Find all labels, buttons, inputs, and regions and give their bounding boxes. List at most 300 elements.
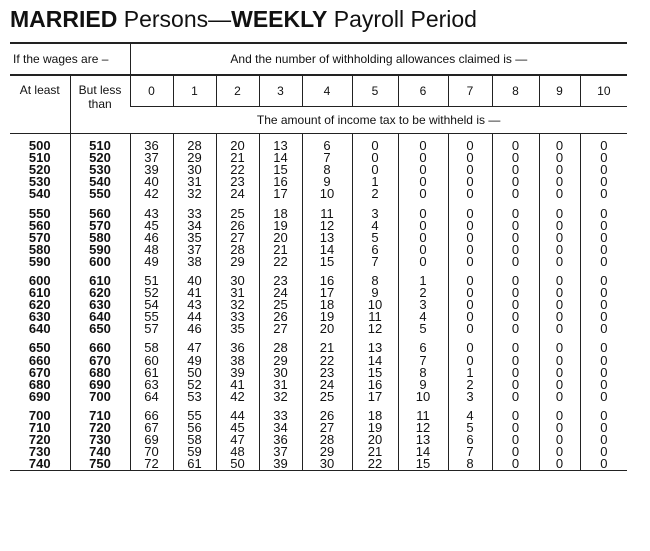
tax-cell: 0	[352, 140, 398, 152]
tax-cell: 0	[580, 446, 627, 458]
tax-cell: 22	[216, 164, 259, 176]
tax-cell: 0	[580, 299, 627, 311]
title-married: MARRIED	[10, 6, 118, 32]
tax-cell: 30	[216, 275, 259, 287]
header-row-allowances	[10, 75, 627, 107]
tax-cell: 11	[398, 410, 448, 422]
tax-cell: 21	[352, 446, 398, 458]
at-least-cell: 680	[28, 376, 51, 392]
tax-cell: 7	[302, 152, 352, 164]
at-least-cell: 740	[10, 458, 70, 471]
tax-cell: 0	[539, 207, 580, 219]
tax-cell: 0	[492, 188, 539, 200]
less-than-cell: 560	[70, 207, 130, 219]
at-least-header: At least	[10, 75, 70, 134]
less-than-cell: 690	[70, 379, 130, 391]
tax-cell: 0	[580, 287, 627, 299]
tax-cell: 0	[448, 299, 492, 311]
tax-cell: 0	[492, 434, 539, 446]
at-least-cell: 570	[28, 229, 51, 245]
tax-cell: 3	[352, 207, 398, 219]
tax-cell: 19	[302, 311, 352, 323]
tax-cell: 0	[492, 207, 539, 219]
at-least-cell: 710	[28, 420, 51, 436]
at-least-cell: 620	[28, 297, 51, 313]
tax-cell: 0	[492, 275, 539, 287]
table-row	[10, 323, 627, 335]
tax-cell: 67	[130, 422, 173, 434]
tax-cell: 55	[130, 311, 173, 323]
tax-cell: 15	[398, 458, 448, 471]
less-than-cell: 570	[70, 220, 130, 232]
less-than-cell: 670	[70, 355, 130, 367]
tax-cell: 0	[492, 379, 539, 391]
tax-cell: 13	[259, 140, 302, 152]
tax-cell: 41	[173, 287, 216, 299]
tax-cell: 36	[259, 434, 302, 446]
tax-cell: 0	[539, 355, 580, 367]
allowances-label: And the number of withholding allowances claimed is —	[130, 43, 627, 75]
tax-cell: 58	[130, 342, 173, 354]
tax-cell: 31	[216, 287, 259, 299]
tax-cell: 43	[173, 299, 216, 311]
tax-cell: 12	[302, 220, 352, 232]
tax-cell: 23	[216, 176, 259, 188]
tax-cell: 30	[259, 367, 302, 379]
tax-cell: 53	[173, 391, 216, 403]
tax-cell: 0	[539, 299, 580, 311]
tax-cell: 0	[580, 458, 627, 471]
tax-cell: 28	[216, 244, 259, 256]
at-least-cell: 560	[28, 217, 51, 233]
tax-cell: 52	[130, 287, 173, 299]
less-than-cell: 730	[70, 434, 130, 446]
tax-cell: 22	[302, 355, 352, 367]
tax-cell: 12	[398, 422, 448, 434]
tax-cell: 0	[448, 164, 492, 176]
tax-cell: 0	[492, 355, 539, 367]
tax-cell: 20	[352, 434, 398, 446]
less-than-cell: 680	[70, 367, 130, 379]
tax-cell: 44	[173, 311, 216, 323]
header-row-top	[10, 43, 627, 75]
tax-cell: 0	[492, 232, 539, 244]
tax-cell: 0	[539, 422, 580, 434]
tax-cell: 1	[352, 176, 398, 188]
at-least-cell: 670	[28, 364, 51, 380]
tax-cell: 46	[130, 232, 173, 244]
tax-cell: 0	[580, 207, 627, 219]
tax-cell: 0	[539, 323, 580, 335]
tax-cell: 21	[216, 152, 259, 164]
tax-cell: 41	[216, 379, 259, 391]
tax-cell: 0	[580, 391, 627, 403]
at-least-cell: 730	[28, 444, 51, 460]
tax-cell: 0	[448, 244, 492, 256]
table-row	[10, 391, 627, 403]
tax-cell: 0	[539, 446, 580, 458]
tax-cell: 51	[130, 275, 173, 287]
tax-cell: 0	[448, 275, 492, 287]
tax-cell: 21	[259, 244, 302, 256]
less-than-cell: 640	[70, 311, 130, 323]
table-row	[10, 256, 627, 268]
tax-cell: 37	[259, 446, 302, 458]
tax-cell: 0	[448, 220, 492, 232]
tax-cell: 0	[448, 232, 492, 244]
at-least-cell: 510	[28, 150, 51, 166]
table-row	[10, 188, 627, 200]
tax-cell: 30	[173, 164, 216, 176]
tax-cell: 6	[302, 140, 352, 152]
less-than-cell: 530	[70, 164, 130, 176]
tax-cell: 0	[352, 152, 398, 164]
tax-label: The amount of income tax to be withheld is —	[130, 107, 627, 134]
tax-cell: 0	[580, 152, 627, 164]
tax-cell: 0	[448, 188, 492, 200]
tax-cell: 17	[352, 391, 398, 403]
tax-cell: 0	[492, 176, 539, 188]
tax-cell: 28	[302, 434, 352, 446]
tax-cell: 50	[216, 458, 259, 471]
tax-cell: 36	[216, 342, 259, 354]
title-persons: Persons—	[117, 6, 232, 32]
at-least-cell: 720	[28, 432, 51, 448]
tax-cell: 27	[216, 232, 259, 244]
tax-cell: 25	[216, 207, 259, 219]
tax-cell: 13	[398, 434, 448, 446]
tax-cell: 0	[539, 379, 580, 391]
tax-cell: 52	[173, 379, 216, 391]
at-least-cell: 630	[28, 309, 51, 325]
tax-cell: 0	[448, 342, 492, 354]
tax-cell: 5	[448, 422, 492, 434]
tax-cell: 36	[130, 140, 173, 152]
tax-cell: 18	[352, 410, 398, 422]
tax-cell: 0	[580, 323, 627, 335]
tax-cell: 0	[492, 164, 539, 176]
at-least-cell: 640	[28, 321, 51, 337]
at-least-cell: 520	[28, 162, 51, 178]
less-than-cell: 650	[70, 323, 130, 335]
tax-cell: 0	[492, 152, 539, 164]
tax-cell: 0	[448, 207, 492, 219]
at-least-cell: 660	[28, 352, 51, 368]
tax-cell: 0	[398, 140, 448, 152]
at-least-cell: 600	[28, 272, 51, 288]
tax-cell: 34	[259, 422, 302, 434]
tax-cell: 4	[352, 220, 398, 232]
allowance-9: 9	[539, 75, 580, 107]
less-than-cell: 720	[70, 422, 130, 434]
tax-cell: 20	[302, 323, 352, 335]
tax-cell: 8	[448, 458, 492, 471]
tax-cell: 14	[259, 152, 302, 164]
tax-cell: 20	[259, 232, 302, 244]
tax-cell: 10	[352, 299, 398, 311]
tax-cell: 0	[398, 188, 448, 200]
tax-cell: 0	[580, 379, 627, 391]
tax-cell: 40	[173, 275, 216, 287]
tax-cell: 31	[259, 379, 302, 391]
tax-cell: 0	[492, 244, 539, 256]
tax-cell: 0	[492, 220, 539, 232]
allowance-2: 2	[216, 75, 259, 107]
tax-cell: 0	[539, 391, 580, 403]
less-than-cell: 540	[70, 176, 130, 188]
allowance-6: 6	[398, 75, 448, 107]
tax-cell: 50	[173, 367, 216, 379]
tax-cell: 0	[448, 355, 492, 367]
tax-cell: 0	[539, 176, 580, 188]
tax-cell: 8	[302, 164, 352, 176]
tax-cell: 27	[259, 323, 302, 335]
tax-cell: 11	[302, 207, 352, 219]
but-less-text: But less	[78, 83, 122, 97]
tax-cell: 5	[352, 232, 398, 244]
allowance-8: 8	[492, 75, 539, 107]
less-than-cell: 620	[70, 287, 130, 299]
tax-cell: 4	[448, 410, 492, 422]
less-than-cell: 710	[70, 410, 130, 422]
tax-cell: 5	[398, 323, 448, 335]
wages-label: If the wages are –	[10, 43, 130, 75]
tax-cell: 0	[398, 232, 448, 244]
tax-cell: 13	[302, 232, 352, 244]
tax-cell: 16	[259, 176, 302, 188]
tax-cell: 0	[448, 256, 492, 268]
withholding-table	[10, 42, 627, 471]
tax-cell: 0	[492, 410, 539, 422]
tax-cell: 0	[580, 244, 627, 256]
tax-cell: 11	[352, 311, 398, 323]
tax-cell: 38	[216, 355, 259, 367]
tax-cell: 6	[448, 434, 492, 446]
at-least-cell: 650	[28, 340, 51, 356]
tax-cell: 6	[352, 244, 398, 256]
tax-cell: 15	[259, 164, 302, 176]
tax-cell: 0	[539, 256, 580, 268]
tax-cell: 42	[216, 391, 259, 403]
tax-cell: 0	[580, 176, 627, 188]
tax-cell: 0	[398, 164, 448, 176]
less-than-cell: 630	[70, 299, 130, 311]
at-least-cell: 530	[28, 174, 51, 190]
tax-cell: 29	[216, 256, 259, 268]
tax-cell: 29	[173, 152, 216, 164]
allowance-3: 3	[259, 75, 302, 107]
tax-cell: 0	[539, 367, 580, 379]
tax-cell: 6	[398, 342, 448, 354]
tax-cell: 0	[580, 188, 627, 200]
at-least-cell: 540	[28, 186, 51, 202]
less-than-cell: 740	[70, 446, 130, 458]
tax-cell: 33	[259, 410, 302, 422]
tax-cell: 47	[216, 434, 259, 446]
tax-cell: 69	[130, 434, 173, 446]
tax-cell: 30	[302, 458, 352, 471]
at-least-cell: 500	[28, 138, 51, 154]
tax-cell: 33	[216, 311, 259, 323]
page-title	[10, 4, 477, 34]
tax-cell: 31	[173, 176, 216, 188]
tax-cell: 2	[398, 287, 448, 299]
tax-cell: 7	[448, 446, 492, 458]
tax-cell: 0	[492, 446, 539, 458]
tax-cell: 0	[492, 367, 539, 379]
tax-cell: 14	[302, 244, 352, 256]
tax-cell: 9	[398, 379, 448, 391]
tax-cell: 0	[539, 244, 580, 256]
tax-cell: 38	[173, 256, 216, 268]
tax-cell: 0	[492, 256, 539, 268]
tax-cell: 33	[173, 207, 216, 219]
tax-cell: 61	[130, 367, 173, 379]
less-than-cell: 660	[70, 342, 130, 354]
tax-cell: 0	[539, 342, 580, 354]
tax-cell: 0	[539, 410, 580, 422]
tax-cell: 44	[216, 410, 259, 422]
less-than-cell: 610	[70, 275, 130, 287]
tax-cell: 66	[130, 410, 173, 422]
tax-cell: 72	[130, 458, 173, 471]
tax-cell: 0	[448, 287, 492, 299]
allowance-0: 0	[130, 75, 173, 107]
allowance-4: 4	[302, 75, 352, 107]
tax-cell: 21	[302, 342, 352, 354]
tax-cell: 19	[259, 220, 302, 232]
tax-cell: 18	[302, 299, 352, 311]
tax-cell: 0	[539, 220, 580, 232]
tax-cell: 47	[173, 342, 216, 354]
than-text: than	[88, 97, 112, 111]
tax-cell: 59	[173, 446, 216, 458]
tax-cell: 55	[173, 410, 216, 422]
tax-cell: 26	[259, 311, 302, 323]
allowance-10: 10	[580, 75, 627, 107]
tax-cell: 0	[448, 323, 492, 335]
tax-cell: 64	[130, 391, 173, 403]
less-than-cell: 510	[70, 140, 130, 152]
tax-cell: 0	[539, 164, 580, 176]
tax-cell: 35	[216, 323, 259, 335]
tax-cell: 0	[539, 275, 580, 287]
tax-cell: 0	[398, 152, 448, 164]
tax-cell: 0	[539, 287, 580, 299]
tax-cell: 0	[448, 140, 492, 152]
tax-cell: 29	[259, 355, 302, 367]
tax-cell: 0	[492, 342, 539, 354]
at-least-cell: 700	[28, 407, 51, 423]
tax-cell: 23	[259, 275, 302, 287]
less-than-cell: 580	[70, 232, 130, 244]
tax-cell: 0	[539, 140, 580, 152]
tax-cell: 48	[216, 446, 259, 458]
less-than-cell: 700	[70, 391, 130, 403]
tax-cell: 15	[302, 256, 352, 268]
tax-cell: 0	[492, 311, 539, 323]
tax-cell: 0	[580, 140, 627, 152]
tax-cell: 0	[492, 299, 539, 311]
tax-cell: 16	[352, 379, 398, 391]
tax-cell: 54	[130, 299, 173, 311]
tax-cell: 23	[302, 367, 352, 379]
tax-cell: 0	[539, 152, 580, 164]
tax-cell: 49	[173, 355, 216, 367]
tax-cell: 10	[302, 188, 352, 200]
tax-cell: 1	[448, 367, 492, 379]
tax-cell: 0	[492, 140, 539, 152]
tax-cell: 3	[448, 391, 492, 403]
tax-cell: 35	[173, 232, 216, 244]
tax-cell: 39	[130, 164, 173, 176]
less-than-cell: 550	[70, 188, 130, 200]
tax-cell: 8	[352, 275, 398, 287]
tax-cell: 0	[539, 434, 580, 446]
tax-cell: 40	[130, 176, 173, 188]
tax-cell: 17	[259, 188, 302, 200]
tax-cell: 42	[130, 188, 173, 200]
allowance-7: 7	[448, 75, 492, 107]
tax-cell: 0	[580, 220, 627, 232]
tax-cell: 43	[130, 207, 173, 219]
tax-cell: 0	[580, 422, 627, 434]
tax-cell: 14	[352, 355, 398, 367]
less-than-cell: 600	[70, 256, 130, 268]
tax-cell: 12	[352, 323, 398, 335]
tax-cell: 0	[398, 244, 448, 256]
tax-cell: 0	[580, 410, 627, 422]
allowance-1: 1	[173, 75, 216, 107]
but-less-than-header	[70, 75, 130, 134]
tax-cell: 24	[216, 188, 259, 200]
tax-cell: 2	[352, 188, 398, 200]
tax-cell: 45	[130, 220, 173, 232]
title-weekly: WEEKLY	[231, 6, 328, 32]
tax-cell: 60	[130, 355, 173, 367]
tax-cell: 0	[448, 152, 492, 164]
at-least-cell: 590	[28, 253, 51, 269]
tax-cell: 19	[352, 422, 398, 434]
tax-cell: 46	[173, 323, 216, 335]
tax-cell: 29	[302, 446, 352, 458]
tax-cell: 0	[539, 188, 580, 200]
tax-cell: 4	[398, 311, 448, 323]
tax-cell: 28	[173, 140, 216, 152]
less-than-cell: 750	[70, 458, 130, 471]
tax-cell: 37	[130, 152, 173, 164]
tax-cell: 10	[398, 391, 448, 403]
tax-cell: 14	[398, 446, 448, 458]
less-than-cell: 520	[70, 152, 130, 164]
tax-cell: 0	[580, 275, 627, 287]
tax-cell: 0	[580, 164, 627, 176]
tax-cell: 49	[130, 256, 173, 268]
tax-cell: 34	[173, 220, 216, 232]
at-least-cell: 690	[28, 388, 51, 404]
tax-cell: 9	[302, 176, 352, 188]
less-than-cell: 590	[70, 244, 130, 256]
tax-cell: 8	[398, 367, 448, 379]
tax-cell: 45	[216, 422, 259, 434]
tax-cell: 0	[580, 342, 627, 354]
tax-cell: 70	[130, 446, 173, 458]
tax-cell: 0	[580, 256, 627, 268]
tax-cell: 48	[130, 244, 173, 256]
tax-cell: 0	[398, 207, 448, 219]
tax-cell: 0	[580, 355, 627, 367]
tax-cell: 26	[216, 220, 259, 232]
